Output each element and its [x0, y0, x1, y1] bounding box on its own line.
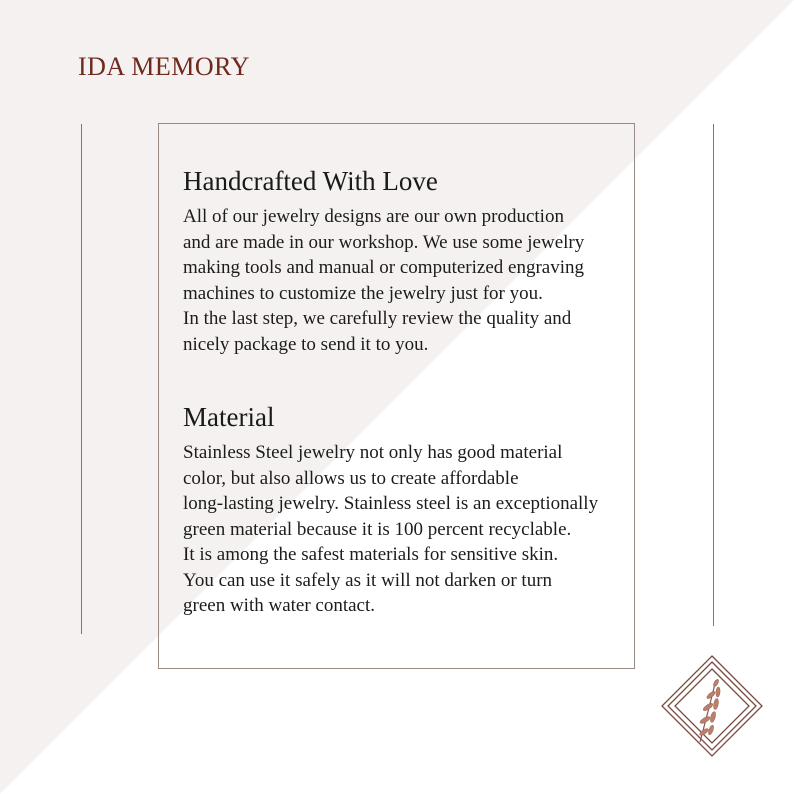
- body-line: green with water contact.: [183, 595, 376, 616]
- body-line: green material because it is 100 percent recyclable.: [183, 518, 572, 540]
- body-line: You can use it safely as it will not darken or turn: [183, 569, 553, 591]
- body-line: color, but also allows us to create affordable: [183, 467, 519, 489]
- section-heading: Material: [183, 402, 275, 432]
- section-handcrafted: [183, 164, 623, 357]
- section-heading: Handcrafted With Love: [183, 166, 438, 196]
- section-body: [183, 440, 623, 619]
- left-divider: [81, 124, 82, 634]
- content-frame: [158, 123, 635, 669]
- body-line: All of our jewelry designs are our own production: [183, 206, 564, 227]
- body-line: and are made in our workshop. We use some jewelry: [183, 231, 585, 253]
- body-line: Stainless Steel jewelry not only has good material: [183, 442, 563, 463]
- diamond-leaf-icon: [658, 652, 766, 762]
- body-line: making tools and manual or computerized engraving: [183, 257, 584, 278]
- body-line: machines to customize the jewelry just for you.: [183, 282, 543, 304]
- body-line: nicely package to send it to you.: [183, 333, 429, 355]
- brand-title: IDA MEMORY: [78, 52, 250, 81]
- body-line: long-lasting jewelry. Stainless steel is an exceptionally: [183, 493, 599, 514]
- section-body: [183, 204, 623, 357]
- body-line: In the last step, we carefully review the quality and: [183, 308, 572, 329]
- right-divider: [713, 124, 714, 626]
- body-line: It is among the safest materials for sensitive skin.: [183, 544, 559, 565]
- section-material: [183, 400, 623, 619]
